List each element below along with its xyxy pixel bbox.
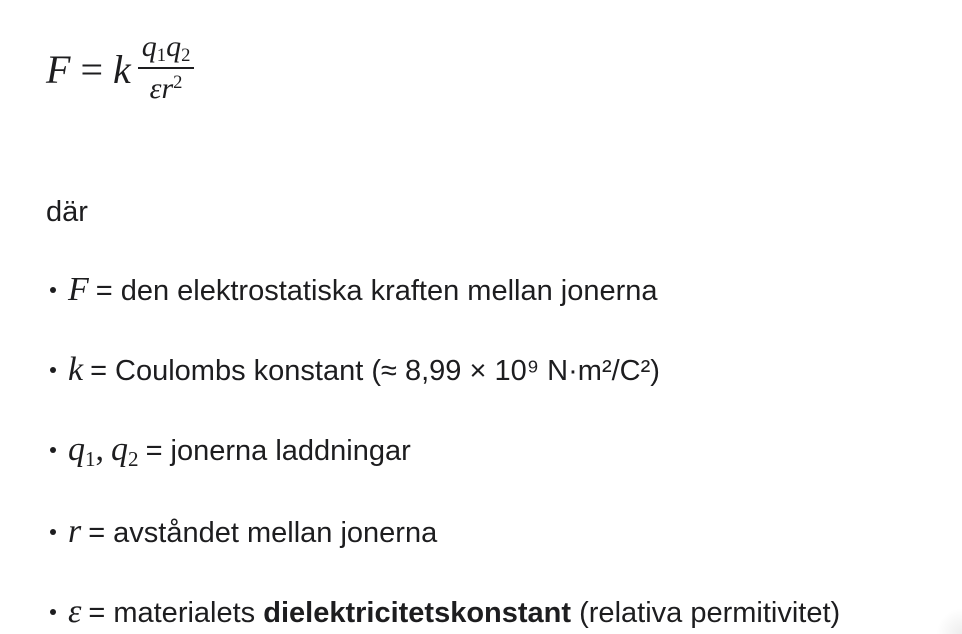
math-q2-subscript: 2 [181, 45, 191, 67]
definition-text-before: materialets [113, 597, 264, 629]
math-r-superscript: 2 [173, 71, 183, 93]
list-item-epsilon [46, 594, 962, 631]
equals-sign: = [88, 597, 106, 629]
math-q1-base: q [68, 431, 85, 468]
bullet-dot [50, 287, 56, 293]
definition-text: jonerna laddningar [170, 435, 411, 467]
formula-coulombs-law [46, 30, 962, 106]
definition-text: Coulombs konstant (≈ 8,99 × 10⁹ N·m²/C²) [115, 355, 660, 387]
fraction-numerator [138, 32, 195, 67]
bullet-dot [50, 447, 56, 453]
formula-equals-sign: = [80, 47, 103, 92]
equals-sign: = [145, 435, 163, 467]
bullet-dot [50, 529, 56, 535]
math-q2-base: q [111, 431, 129, 468]
math-symbol-k: k [68, 351, 84, 388]
equals-sign: = [88, 517, 106, 549]
fraction-denominator [146, 69, 187, 104]
math-q2-base: q [166, 30, 182, 63]
definition-text-after: (relativa permitivitet) [571, 597, 841, 629]
variable-definition-list [46, 272, 962, 631]
math-r-base: r [161, 72, 174, 105]
math-q1-subscript: 1 [85, 446, 96, 471]
math-symbol-q1q2 [68, 431, 139, 471]
math-comma: , [95, 431, 105, 468]
equals-sign: = [90, 355, 108, 387]
math-symbol-epsilon: ε [68, 593, 82, 630]
formula-coefficient-k: k [113, 47, 131, 92]
formula-lhs-F: F [46, 47, 71, 92]
bullet-dot [50, 367, 56, 373]
list-item-q1q2 [46, 432, 962, 471]
definition-text: den elektrostatiska kraften mellan jonerna [120, 275, 658, 307]
definition-text: avståndet mellan jonerna [113, 517, 438, 549]
math-symbol-r: r [68, 513, 82, 550]
math-q1-subscript: 1 [156, 45, 167, 67]
formula-fraction [138, 32, 195, 104]
list-item-F [46, 272, 962, 309]
math-symbol-F: F [68, 271, 89, 308]
bullet-dot [50, 609, 56, 615]
math-epsilon: ε [149, 72, 162, 105]
intro-text: där [46, 196, 88, 228]
list-item-r [46, 514, 962, 551]
definition-text-bold: dielektricitetskonstant [263, 597, 572, 629]
equals-sign: = [95, 275, 113, 307]
math-q1-base: q [141, 30, 157, 63]
math-q2-subscript: 2 [128, 446, 139, 471]
list-item-k [46, 352, 962, 389]
